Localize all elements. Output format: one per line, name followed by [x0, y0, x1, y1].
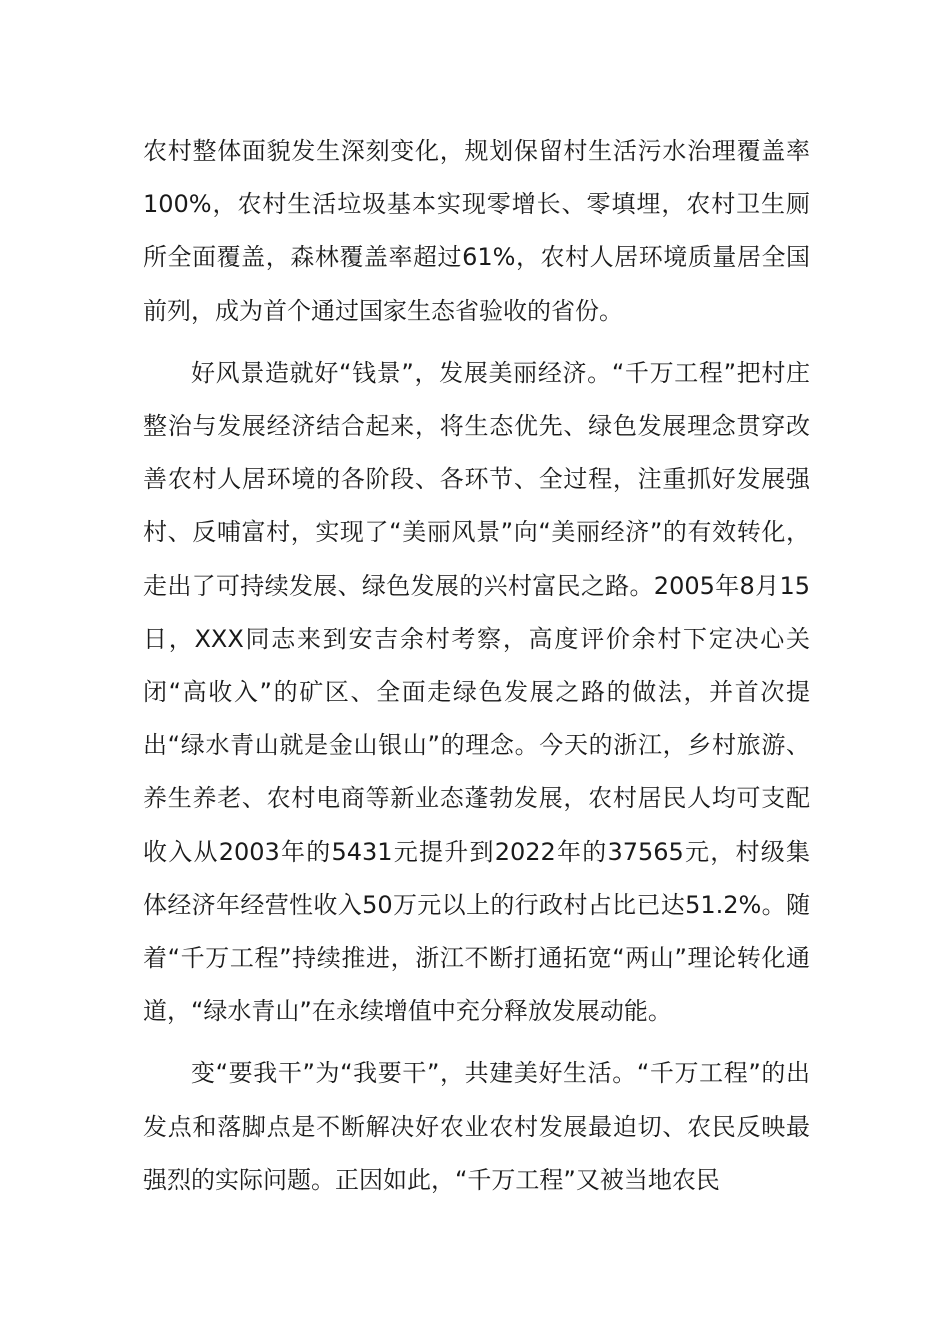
document-body	[143, 125, 810, 1207]
paragraph-co-build-life: 变“要我干”为“我要干”，共建美好生活。“千万工程”的出发点和落脚点是不断解决好农业农村发展最迫切、农民反映最强烈的实际问题。正因如此，“千万工程”又被当地农民	[143, 1059, 810, 1194]
paragraph-beautiful-economy: 好风景造就好“钱景”，发展美丽经济。“千万工程”把村庄整治与发展经济结合起来，将生态优先、绿色发展理念贯穿改善农村人居环境的各阶段、各环节、全过程，注重抓好发展强村、反哺富村，实现了“美丽风景”向“美丽经济”的有效转化，走出了可持续发展、绿色发展的兴村富民之路。2005年8月15日，XXX同志来到安吉余村考察，高度评价余村下定决心关闭“高收入”的矿区、全面走绿色发展之路的做法，并首次提出“绿水青山就是金山银山”的理念。今天的浙江，乡村旅游、养生养老、农村电商等新业态蓬勃发展，农村居民人均可支配收入从2003年的5431元提升到2022年的37565元，村级集体经济年经营性收入50万元以上的行政村占比已达51.2%。随着“千万工程”持续推进，浙江不断打通拓宽“两山”理论转化通道，“绿水青山”在永续增值中充分释放发展动能。	[143, 358, 810, 1026]
paragraph-environment-results: 农村整体面貌发生深刻变化，规划保留村生活污水治理覆盖率100%，农村生活垃圾基本实现零增长、零填埋，农村卫生厕所全面覆盖，森林覆盖率超过61%，农村人居环境质量居全国前列，成为首个通过国家生态省验收的省份。	[143, 137, 810, 325]
